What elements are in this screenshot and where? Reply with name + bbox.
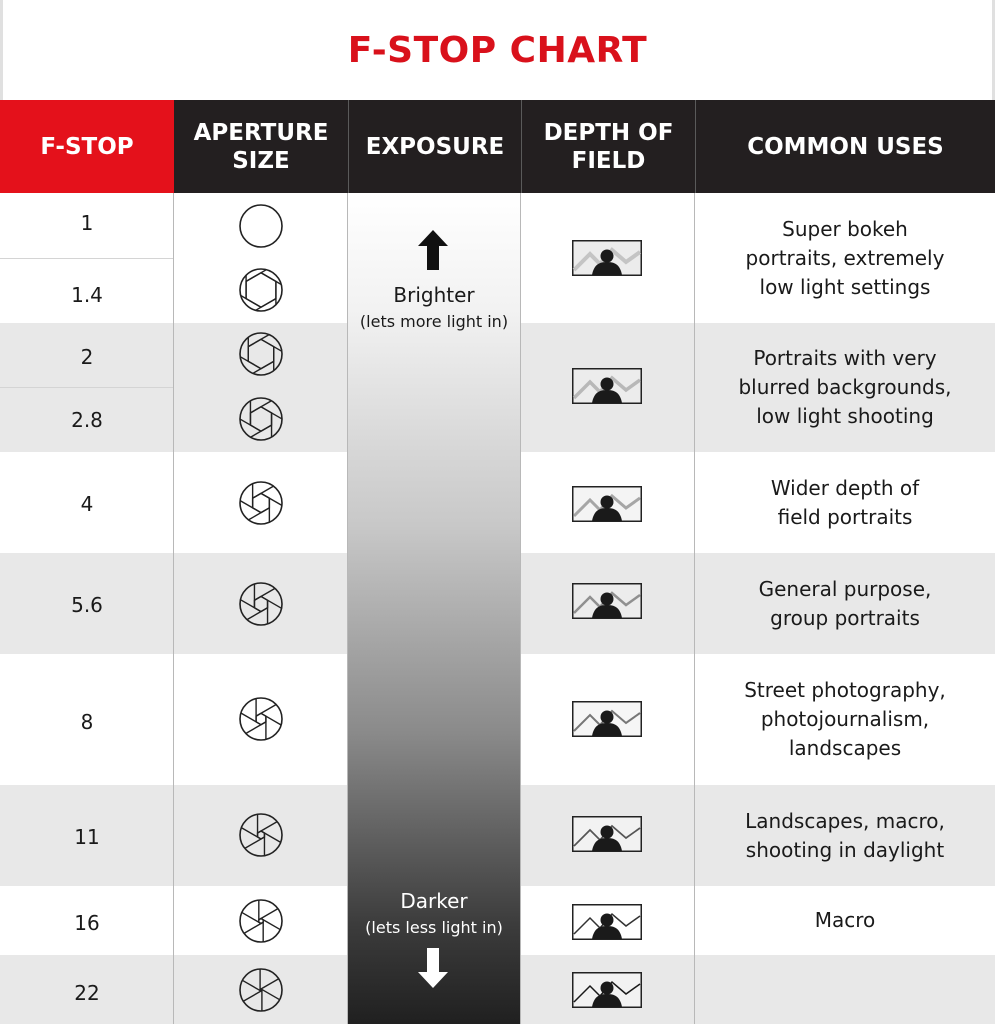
exposure-darker-note: (lets less light in) bbox=[365, 918, 503, 937]
aperture-icon bbox=[238, 696, 284, 742]
header-aperture-line1: APERTURE bbox=[193, 119, 329, 146]
exposure-brighter-label: Brighter bbox=[393, 283, 475, 307]
fstop-value: 2 bbox=[80, 345, 94, 369]
column-divider bbox=[520, 193, 521, 1024]
header-dof-line1: DEPTH OF bbox=[543, 119, 674, 146]
arrow-up-icon bbox=[418, 230, 448, 270]
fstop-value: 5.6 bbox=[71, 593, 103, 617]
use-line: low light shooting bbox=[756, 404, 934, 428]
arrow-down-icon bbox=[418, 948, 448, 988]
portrait-landscape-icon bbox=[572, 486, 642, 522]
use-line: low light settings bbox=[759, 275, 931, 299]
row-divider bbox=[0, 258, 174, 259]
portrait-landscape-icon bbox=[572, 368, 642, 404]
header-exposure bbox=[348, 100, 521, 193]
aperture-icon bbox=[238, 898, 284, 944]
use-text bbox=[695, 676, 995, 763]
exposure-darker-label: Darker bbox=[400, 889, 468, 913]
use-text bbox=[695, 215, 995, 302]
use-line: landscapes bbox=[788, 736, 902, 760]
exposure-brighter-note: (lets more light in) bbox=[359, 312, 509, 331]
header-uses-label: COMMON USES bbox=[747, 133, 944, 160]
portrait-landscape-icon bbox=[572, 972, 642, 1008]
portrait-landscape-icon bbox=[572, 701, 642, 737]
portrait-landscape-icon bbox=[572, 240, 642, 276]
use-text bbox=[695, 807, 995, 865]
use-line: Landscapes, macro, bbox=[745, 809, 945, 833]
aperture-icon bbox=[238, 581, 284, 627]
portrait-landscape-icon bbox=[572, 816, 642, 852]
aperture-icon bbox=[238, 967, 284, 1013]
fstop-value: 2.8 bbox=[71, 408, 103, 432]
use-line: portraits, extremely bbox=[745, 246, 945, 270]
use-text bbox=[695, 474, 995, 532]
header-depth-of-field bbox=[521, 100, 695, 193]
header-fstop bbox=[0, 100, 174, 193]
header-dof-line2: FIELD bbox=[571, 147, 646, 174]
page-title: F-STOP CHART bbox=[0, 0, 995, 100]
aperture-icon bbox=[238, 203, 284, 249]
aperture-icon bbox=[238, 812, 284, 858]
use-line: blurred backgrounds, bbox=[738, 375, 952, 399]
fstop-value: 16 bbox=[74, 911, 100, 935]
use-line: Macro bbox=[814, 908, 876, 932]
fstop-value: 1 bbox=[80, 211, 94, 235]
use-line: General purpose, bbox=[758, 577, 932, 601]
aperture-icon bbox=[238, 331, 284, 377]
header-aperture bbox=[174, 100, 348, 193]
fstop-value: 1.4 bbox=[71, 283, 103, 307]
header-fstop-label: F-STOP bbox=[40, 133, 134, 160]
header-aperture-line2: SIZE bbox=[232, 147, 290, 174]
portrait-landscape-icon bbox=[572, 904, 642, 940]
fstop-value: 22 bbox=[74, 981, 100, 1005]
use-line: shooting in daylight bbox=[745, 838, 945, 862]
use-text bbox=[695, 906, 995, 935]
header-common-uses bbox=[695, 100, 995, 193]
aperture-icon bbox=[238, 480, 284, 526]
use-line: Portraits with very bbox=[753, 346, 937, 370]
use-line: Super bokeh bbox=[782, 217, 908, 241]
header-exposure-label: EXPOSURE bbox=[365, 133, 505, 160]
use-line: photojournalism, bbox=[760, 707, 930, 731]
use-line: Street photography, bbox=[744, 678, 946, 702]
use-line: field portraits bbox=[777, 505, 913, 529]
use-text bbox=[695, 575, 995, 633]
fstop-value: 11 bbox=[74, 825, 100, 849]
use-line: Wider depth of bbox=[770, 476, 920, 500]
use-text bbox=[695, 344, 995, 431]
fstop-value: 8 bbox=[80, 710, 94, 734]
use-line: group portraits bbox=[770, 606, 920, 630]
fstop-value: 4 bbox=[80, 492, 94, 516]
row-divider bbox=[0, 387, 174, 388]
portrait-landscape-icon bbox=[572, 583, 642, 619]
aperture-icon bbox=[238, 267, 284, 313]
aperture-icon bbox=[238, 396, 284, 442]
